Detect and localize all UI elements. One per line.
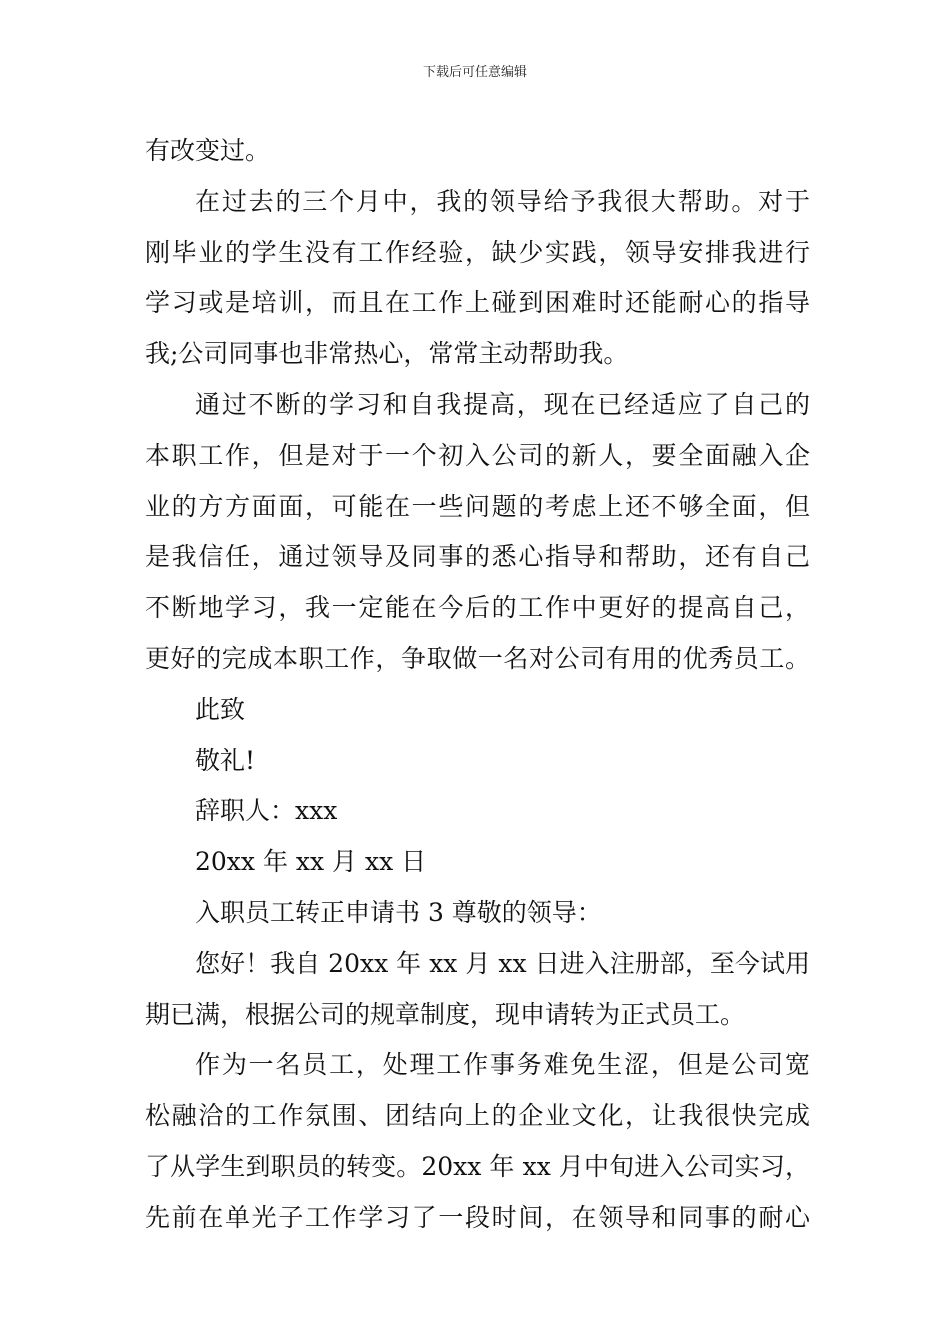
document-body <box>145 126 810 1244</box>
text-line: 不断地学习，我一定能在今后的工作中更好的提高自己， <box>145 593 810 623</box>
text-line: 学习或是培训，而且在工作上碰到困难时还能耐心的指导 <box>145 288 810 318</box>
text-line: 期已满，根据公司的规章制度，现申请转为正式员工。 <box>145 999 746 1029</box>
text-line: 我;公司同事也非常热心，常常主动帮助我。 <box>145 339 629 369</box>
page-header-note: 下载后可任意编辑 <box>422 65 527 80</box>
text-line: 本职工作，但是对于一个初入公司的新人，要全面融入企 <box>145 440 810 470</box>
text-line: 业的方方面面，可能在一些问题的考虑上还不够全面，但 <box>145 491 810 521</box>
closing-line: 此致 <box>195 694 246 724</box>
text-line: 刚毕业的学生没有工作经验，缺少实践，领导安排我进行 <box>145 237 810 267</box>
text-line: 了从学生到职员的转变。20xx 年 xx 月中旬进入公司实习， <box>145 1151 810 1181</box>
signature-line: 辞职人：xxx <box>195 796 338 826</box>
text-line: 在过去的三个月中，我的领导给予我很大帮助。对于 <box>195 186 810 216</box>
text-line: 通过不断的学习和自我提高，现在已经适应了自己的 <box>195 389 810 419</box>
text-line: 作为一名员工，处理工作事务难免生涩，但是公司宽 <box>195 1050 810 1080</box>
section-title: 入职员工转正申请书 3 尊敬的领导： <box>195 897 602 927</box>
text-line: 您好！我自 20xx 年 xx 月 xx 日进入注册部，至今试用 <box>195 948 810 978</box>
text-line: 松融洽的工作氛围、团结向上的企业文化，让我很快完成 <box>145 1101 810 1131</box>
date-line: 20xx 年 xx 月 xx 日 <box>195 847 427 877</box>
text-line: 更好的完成本职工作，争取做一名对公司有用的优秀员工。 <box>145 643 810 673</box>
text-line: 是我信任，通过领导及同事的悉心指导和帮助，还有自己 <box>145 542 810 572</box>
closing-line: 敬礼! <box>195 745 256 775</box>
text-line: 先前在单光子工作学习了一段时间，在领导和同事的耐心 <box>145 1202 810 1232</box>
text-line: 有改变过。 <box>145 136 271 165</box>
